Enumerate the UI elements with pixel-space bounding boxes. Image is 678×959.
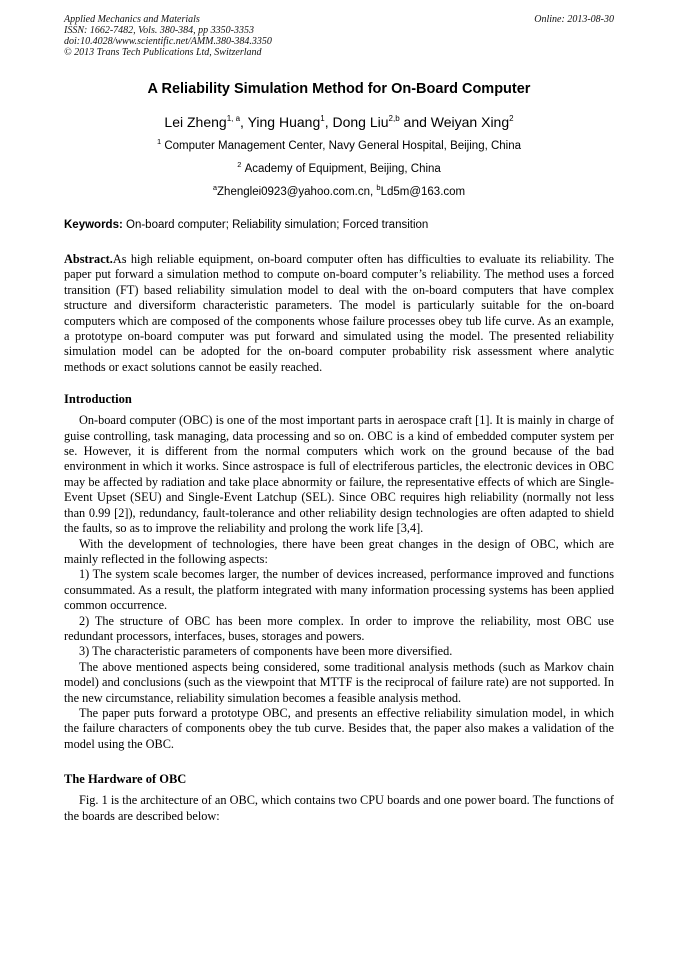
paragraph: With the development of technologies, there have been great changes in the design of OBC, which are mainly reflected in the following aspects: xyxy=(64,536,614,566)
online-date: Online: 2013-08-30 xyxy=(534,14,614,25)
author-list xyxy=(64,110,614,131)
author-name: Dong Liu xyxy=(332,114,389,130)
journal-copyright: © 2013 Trans Tech Publications Ltd, Switzerland xyxy=(64,47,262,58)
journal-issn: ISSN: 1662-7482, Vols. 380-384, pp 3350-3353 xyxy=(64,25,254,36)
section-heading-introduction: Introduction xyxy=(64,392,132,407)
email-mark: b xyxy=(376,183,381,192)
author-name: Ying Huang xyxy=(247,114,321,130)
affil-text: Academy of Equipment, Beijing, China xyxy=(244,163,441,175)
paragraph: The above mentioned aspects being considered, some traditional analysis methods (such as Markov chain model) and conclusions (such as the viewpoint that MTTF is the reciprocal of failure rate) are not supported. In the new circumstance, reliability simulation becomes a feasible analysis method. xyxy=(64,659,614,705)
author-name: Weiyan Xing xyxy=(430,114,510,130)
journal-header xyxy=(64,14,614,58)
author-affil-mark: 1 xyxy=(320,114,325,123)
author-separator: , xyxy=(324,114,333,130)
author-emails xyxy=(64,180,614,200)
author-separator: , xyxy=(240,114,248,130)
paragraph: 3) The characteristic parameters of components have been more diversified. xyxy=(79,644,453,659)
keywords-label: Keywords: xyxy=(64,219,123,231)
affil-mark: 2 xyxy=(237,160,242,169)
section-heading-hardware: The Hardware of OBC xyxy=(64,772,187,787)
paragraph: 2) The structure of OBC has been more complex. In order to improve the reliability, most OBC use redundant processors, interfaces, buses, storages and powers. xyxy=(64,613,614,643)
journal-doi: doi:10.4028/www.scientific.net/AMM.380-384.3350 xyxy=(64,36,272,47)
author-affil-mark: 1, a xyxy=(226,114,241,123)
affiliation-2 xyxy=(64,157,614,177)
affil-text: Computer Management Center, Navy General Hospital, Beijing, China xyxy=(164,140,522,152)
keywords xyxy=(64,218,614,233)
keywords-text: On-board computer; Reliability simulation; Forced transition xyxy=(126,219,429,231)
email-mark: a xyxy=(212,183,218,192)
email-b: Ld5m@163.com xyxy=(380,186,466,198)
paragraph: The paper puts forward a prototype OBC, and presents an effective reliability simulation model, in which the failure characters of components obey the tub curve. Besides that, the paper also makes a validation of the model using the OBC. xyxy=(64,705,614,751)
paragraph: Fig. 1 is the architecture of an OBC, which contains two CPU boards and one power board. The functions of the boards are described below: xyxy=(64,793,614,823)
abstract-text: As high reliable equipment, on-board computer often has difficulties to evaluate its reliability. The paper put forward a simulation method to compute on-board computer’s reliability. The method uses a forced transition (FT) based reliability simulation model to deal with the on-board computers that have complex structure and diversiform characteristic parameters. The model is particularly suitable for the on-board computers which are composed of the components whose failure processes obey tub life curve. As an example, a prototype on-board computer was put forward and simulated using the model. The presented reliability simulation model can be adopted for the on-board computer probability risk assessment where analytic methods or exact solutions cannot be easily reached. xyxy=(64,252,614,374)
affiliation-1 xyxy=(64,134,614,154)
author-affil-mark: 2 xyxy=(509,114,514,123)
paper-title: A Reliability Simulation Method for On-Board Computer xyxy=(147,81,531,97)
paragraph: On-board computer (OBC) is one of the most important parts in aerospace craft [1]. It is mainly in charge of guise controlling, task managing, data processing and so on. OBC is a kind of embedded computer system per se. However, it is different from the normal computers which work on the ground because of the bad environment in which it works. Since astrospace is full of electriferous particles, the electronic devices in OBC may be affected by radiation and take place abnormity or failure, the representative effects of which are Single-Event Upset (SEU) and Single-Event Latchup (SEL). Since OBC requires high reliability (normally not less than 0.99 [2]), redundancy, fault-tolerance and other reliability design technologies are often adapted to shield the faults, so as to improve the reliability and prolong the work life [3,4]. xyxy=(64,413,614,536)
author-affil-mark: 2,b xyxy=(388,114,400,123)
email-a: Zhenglei0923@yahoo.com.cn, xyxy=(217,186,377,198)
author-name: Lei Zheng xyxy=(164,114,227,130)
paper-page xyxy=(64,14,614,824)
journal-name: Applied Mechanics and Materials xyxy=(64,14,200,25)
affil-mark: 1 xyxy=(156,137,162,146)
abstract-label: Abstract. xyxy=(64,252,113,266)
abstract xyxy=(64,252,614,375)
paragraph: 1) The system scale becomes larger, the number of devices increased, performance improved and functions consummated. As a result, the platform integrated with many information processing systems has been applied common occurrence. xyxy=(64,567,614,613)
author-separator: and xyxy=(399,114,431,130)
